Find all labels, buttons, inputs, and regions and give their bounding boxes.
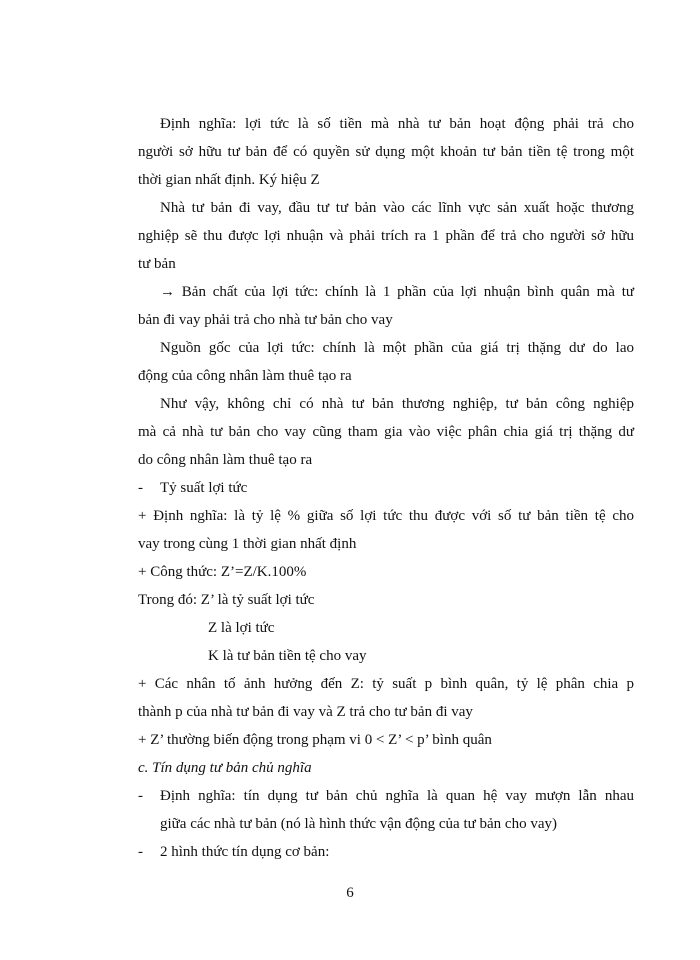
where-line-1: Trong đó: Z’ là tỷ suất lợi tức — [138, 592, 315, 608]
factors-line-2: thành p của nhà tư bản đi vay và Z trả cho tư bản đi vay — [138, 704, 473, 720]
origin-line-1: Nguồn gốc của lợi tức: chính là một phần của giá trị thặng dư do lao — [160, 340, 634, 356]
where-line-3: K là tư bản tiền tệ cho vay — [208, 648, 367, 664]
nature-line-2: bản đi vay phải trả cho nhà tư bản cho vay — [138, 312, 393, 328]
credit-definition-line-2: giữa các nhà tư bản (nó là hình thức vận động của tư bản cho vay) — [160, 816, 557, 832]
thus-line-1: Như vậy, không chỉ có nhà tư bản thương nghiệp, tư bản công nghiệp — [160, 396, 634, 412]
definition-line-3: thời gian nhất định. Ký hiệu Z — [138, 172, 320, 188]
section-heading-c: c. Tín dụng tư bản chủ nghĩa — [138, 760, 312, 776]
credit-definition-line-1: Định nghĩa: tín dụng tư bản chủ nghĩa là quan hệ vay mượn lẫn nhau — [160, 788, 634, 804]
origin-line-2: động của công nhân làm thuê tạo ra — [138, 368, 352, 384]
bullet-dash: - — [138, 788, 143, 804]
borrower-line-3: tư bản — [138, 256, 176, 272]
formula-line: + Công thức: Z’=Z/K.100% — [138, 564, 307, 580]
nature-line-1: → Bản chất của lợi tức: chính là 1 phần của lợi nhuận bình quân mà tư — [160, 284, 634, 300]
thus-line-3: do công nhân làm thuê tạo ra — [138, 452, 313, 468]
bullet-rate-of-interest: Tỷ suất lợi tức — [160, 480, 248, 496]
where-line-2: Z là lợi tức — [208, 620, 275, 636]
bullet-dash: - — [138, 480, 143, 496]
credit-forms-line: 2 hình thức tín dụng cơ bản: — [160, 844, 330, 860]
thus-line-2: mà cả nhà tư bản cho vay cũng tham gia vào việc phân chia giá trị thặng dư — [138, 424, 634, 440]
definition-line-1: Định nghĩa: lợi tức là số tiền mà nhà tư bản hoạt động phải trả cho — [160, 116, 634, 132]
rate-definition-line-2: vay trong cùng 1 thời gian nhất định — [138, 536, 357, 552]
range-line: + Z’ thường biến động trong phạm vi 0 < Z’ < p’ bình quân — [138, 732, 492, 748]
borrower-line-1: Nhà tư bản đi vay, đầu tư tư bản vào các lĩnh vực sản xuất hoặc thương — [160, 200, 634, 216]
factors-line-1: + Các nhân tố ảnh hưởng đến Z: tỷ suất p bình quân, tỷ lệ phân chia p — [138, 676, 634, 692]
definition-line-2: người sở hữu tư bản để có quyền sử dụng một khoản tư bản tiền tệ trong một — [138, 144, 634, 160]
bullet-dash: - — [138, 844, 143, 860]
rate-definition-line-1: + Định nghĩa: là tỷ lệ % giữa số lợi tức thu được với số tư bản tiền tệ cho — [138, 508, 634, 524]
page-number: 6 — [346, 885, 354, 901]
borrower-line-2: nghiệp sẽ thu được lợi nhuận và phải trích ra 1 phần để trả cho người sở hữu — [138, 228, 634, 244]
